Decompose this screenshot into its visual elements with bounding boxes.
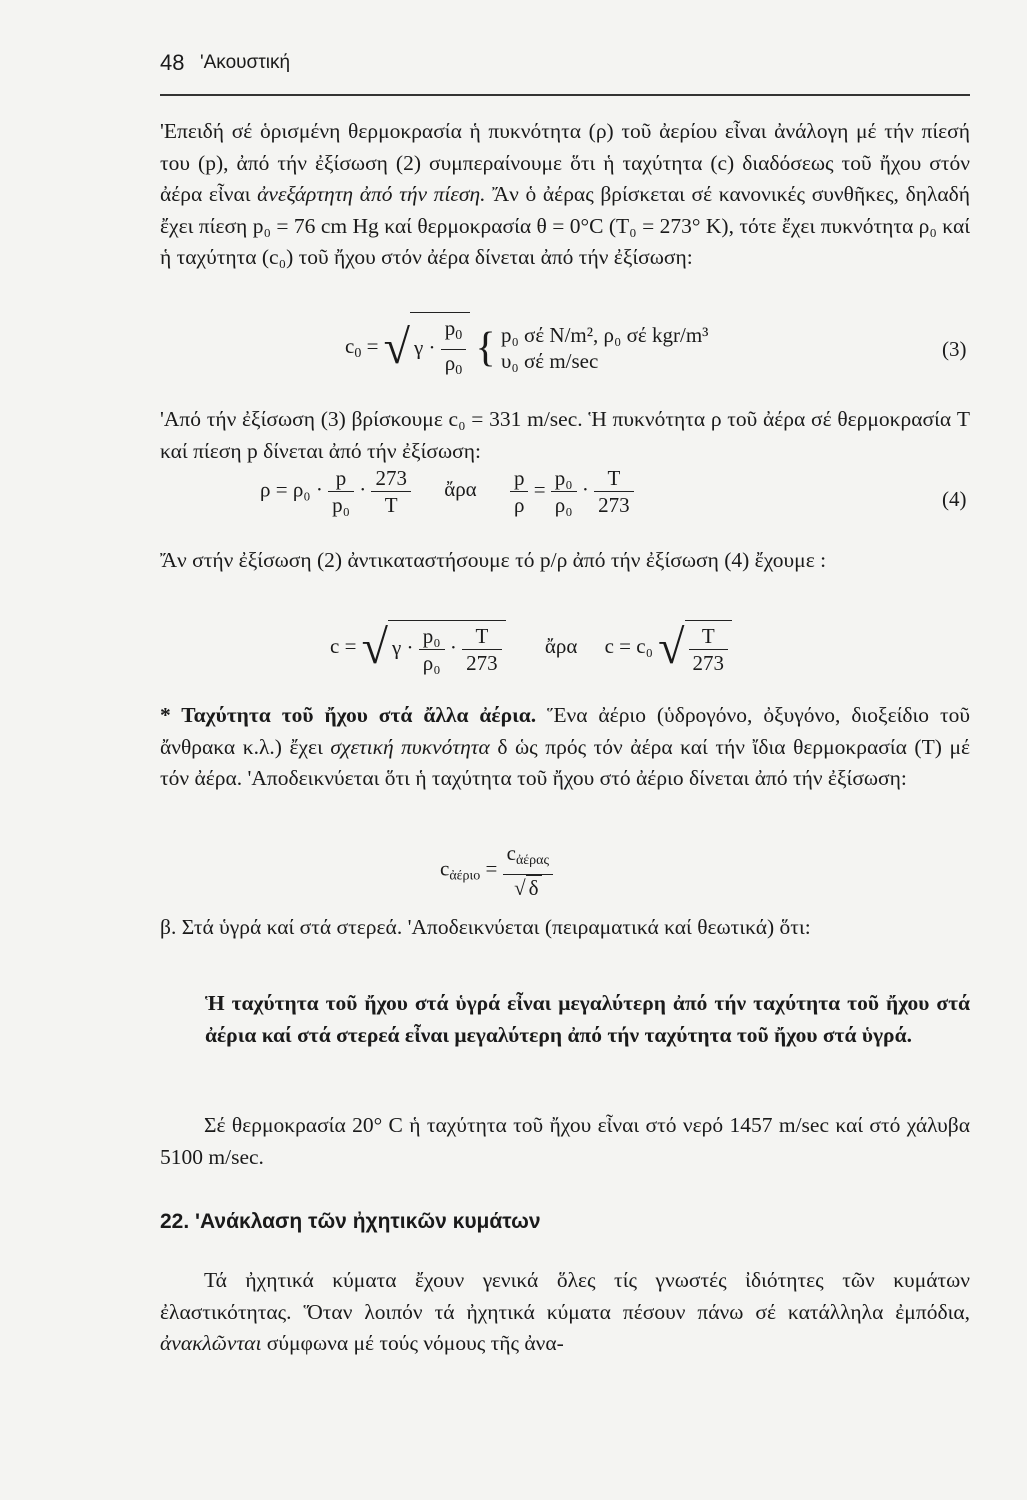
eq5-radical-2: √ $\frac{T}{273}$ [658, 620, 732, 676]
paragraph-5: β. Στά ὑγρά καί στά στερεά. 'Αποδεικνύεται (πειραματικά καί θεωτικά) ὅτι: [160, 915, 811, 939]
p1-text-b: Ἄν ὁ ἀέρας βρίσκεται σέ κανονικές συνθῆκες, δηλαδή ἔχει πίεση p₀ = 76 cm Hg καί θερμοκρασία θ = 0°C (T₀ = 273° K), τότε ἔχει πυκνότητα ρ₀ καί ἡ ταχύτητα (c₀) τοῦ ἤχου στόν ἀέρα δίνεται ἀπό τήν ἐξίσωση: [160, 182, 971, 269]
section-heading: 22. 'Ανάκλαση τῶν ἠχητικῶν κυμάτων [160, 1210, 541, 1233]
paragraph-8: Τά ἠχητικά κύματα ἔχουν γενικά ὅλες τίς γνωστές ἰδιότητες τῶν κυμάτων ἐλαστικότητας. Ὅταν λοιπόν τά ἠχητικά κύματα πέσουν πάνω σέ κατάλληλα ἐμπόδια, ἀνακλῶνται σύμφωνα μέ τούς νόμους τῆς ἀνα- [160, 1268, 970, 1355]
eq4-frac-2: $\frac{273}{T}$ [371, 465, 411, 518]
running-title: 'Ακουστική [200, 52, 291, 73]
paragraph-2: 'Από τήν ἐξίσωση (3) βρίσκουμε c₀ = 331 m/sec. Ἡ πυκνότητα ρ τοῦ ἀέρα σέ θερμοκρασία T καί πίεση p δίνεται ἀπό τήν ἐξίσωση: [160, 407, 970, 463]
equation-6: $c_{ἀέ\rho\iota o}$ = $\frac{c_{ἀέ\rho\alpha\varsigma}}{√ \delta}$ [440, 840, 553, 901]
bold-statement: Ἡ ταχύτητα τοῦ ἤχου στά ὑγρά εἶναι μεγαλύτερη ἀπό τήν ταχύτητα τοῦ ἤχου στά ἀέρια καί στά στερεά εἶναι μεγαλύτερη ἀπό τήν ταχύτητα τοῦ ἤχου στά ὑγρά. [205, 991, 970, 1047]
paragraph-3: Ἄν στήν ἐξίσωση (2) ἀντικαταστήσουμε τό p/ρ ἀπό τήν ἐξίσωση (4) ἔχουμε : [160, 548, 827, 572]
paragraph-1 [160, 116, 970, 274]
eq3-brace: { [475, 325, 496, 371]
equation-4: ρ = ρ₀ · $\frac{p}{\text{p₀}}$ · $\frac{273}{T}$ ἄρα $\frac{p}{\rho}$ = $\frac{\text{p₀}}{\text{ρ₀}}$ · $\frac{T}{273}$ [260, 465, 634, 518]
eq3-number: (3) [942, 337, 967, 361]
eq4-number: (4) [942, 487, 967, 511]
equation-3 [345, 312, 708, 384]
equation-5: c = √ γ · $\frac{\text{p₀}}{\text{ρ₀}}$ · $\frac{T}{273}$ ἄρα c = c₀ √ $\frac{T}{273}$ [330, 620, 732, 676]
p1-italic: ἀνεξάρτητη ἀπό τήν πίεση. [257, 182, 486, 206]
paragraph-4: * Ταχύτητα τοῦ ἤχου στά ἄλλα ἀέρια. Ἕνα ἀέριο (ὑδρογόνο, ὀξυγόνο, διοξείδιο τοῦ ἄνθρακα κ.λ.) ἔχει σχετική πυκνότητα δ ὡς πρός τόν ἀέρα καί τήν ἴδια θερμοκρασία (T) μέ τόν ἀέρα. 'Αποδεικνύεται ὅτι ἡ ταχύτητα τοῦ ἤχου στό ἀέριο δίνεται ἀπό τήν ἐξίσωση: [160, 703, 971, 790]
eq3-lhs: $c_0$ = [345, 333, 379, 361]
page-header [160, 50, 970, 90]
eq5-radical-1: √ γ · $\frac{\text{p₀}}{\text{ρ₀}}$ · $\frac{T}{273}$ [362, 620, 506, 676]
eq4-frac-3: $\frac{p}{\rho}$ [510, 465, 529, 518]
paragraph-7: Σέ θερμοκρασία 20° C ἡ ταχύτητα τοῦ ἤχου εἶναι στό νερό 1457 m/sec καί στό χάλυβα 5100 m/sec. [160, 1113, 970, 1169]
eq4-frac-5: $\frac{T}{273}$ [594, 465, 634, 518]
eq3-units: p₀ σέ N/m², ρ₀ σέ kgr/m³ υ₀ σέ m/sec [500, 323, 709, 373]
eq4-frac-4: $\frac{\text{p₀}}{\text{ρ₀}}$ [551, 465, 577, 518]
p4-heading: * Ταχύτητα τοῦ ἤχου στά ἄλλα ἀέρια. [160, 703, 537, 727]
p1-text-a: 'Επειδή σέ ὁρισμένη θερμοκρασία ἡ πυκνότητα (ρ) τοῦ ἀερίου εἶναι ἀνάλογη μέ τήν πίεσή του (p), ἀπό τήν ἐξίσωση (2) συμπεραίνουμε ὅτι ἡ ταχύτητα (c) διαδόσεως τοῦ ἤχου στόν ἀέρα εἶναι [160, 119, 970, 206]
eq3-radical: √ γ · $\frac{p_0}{\rho_0}$ [384, 312, 471, 384]
page-number: 48 [160, 50, 185, 75]
header-rule [160, 94, 970, 96]
eq4-frac-1: $\frac{p}{\text{p₀}}$ [328, 465, 354, 518]
